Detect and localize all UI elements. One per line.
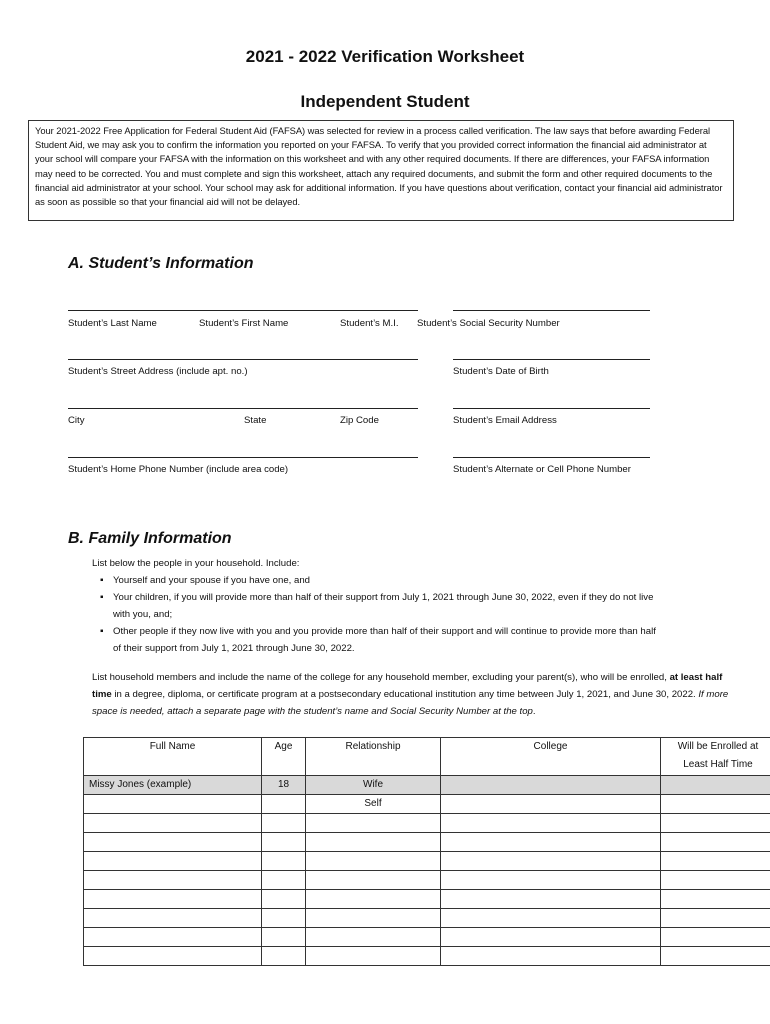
table-row: [84, 890, 770, 909]
dob-label: Student’s Date of Birth: [453, 366, 549, 377]
table-row: [84, 852, 770, 871]
college-cell[interactable]: [441, 814, 661, 833]
name-line[interactable]: [68, 310, 418, 311]
relationship-cell[interactable]: [306, 909, 441, 928]
full-name-cell: Missy Jones (example): [84, 776, 262, 795]
full-name-cell[interactable]: [84, 871, 262, 890]
city-state-zip-line[interactable]: [68, 408, 418, 409]
worksheet-title: 2021 - 2022 Verification Worksheet: [245, 47, 525, 66]
household-bullet-list: [100, 572, 660, 657]
college-cell[interactable]: [441, 795, 661, 814]
bullet-item: ▪ Yourself and your spouse if you have one, and: [100, 572, 660, 589]
household-table: [83, 737, 770, 966]
section-a-heading: A. Student’s Information: [68, 255, 254, 272]
relationship-cell: Wife: [306, 776, 441, 795]
age-cell[interactable]: [262, 928, 306, 947]
relationship-cell[interactable]: [306, 871, 441, 890]
half-time-cell[interactable]: [661, 852, 770, 871]
alt-phone-label: Student’s Alternate or Cell Phone Number: [453, 464, 631, 475]
half-time-cell[interactable]: [661, 947, 770, 966]
intro-box: Your 2021-2022 Free Application for Federal Student Aid (FAFSA) was selected for review in a process called verification. The law says that before awarding Federal Student Aid, we may ask you to confirm the information you reported on your FAFSA. To verify that you provided correct information the financial aid administrator at your school will compare your FAFSA with the information on this worksheet and with any other required documents. If there are differences, your FAFSA information may need to be corrected. You and must complete and sign this worksheet, attach any required documents, and submit the form and other required documents to the financial aid administrator at your school. Your school may ask for additional information. If you have questions about verification, contact your financial aid administrator as soon as possible so that your financial aid will not be delayed.: [28, 120, 734, 221]
col-full-name: Full Name: [84, 738, 262, 776]
ssn-label: Student’s Social Security Number: [417, 318, 560, 329]
mi-label: Student’s M.I.: [340, 318, 399, 329]
example-row: [84, 776, 770, 795]
age-cell[interactable]: [262, 890, 306, 909]
col-relationship: Relationship: [306, 738, 441, 776]
college-cell[interactable]: [441, 928, 661, 947]
street-label: Student’s Street Address (include apt. no.): [68, 366, 248, 377]
col-college: College: [441, 738, 661, 776]
household-instructions: [92, 669, 734, 720]
college-cell[interactable]: [441, 890, 661, 909]
age-cell[interactable]: [262, 852, 306, 871]
full-name-cell[interactable]: [84, 795, 262, 814]
half-time-cell[interactable]: [661, 909, 770, 928]
table-row: [84, 833, 770, 852]
state-label: State: [244, 415, 267, 426]
city-label: City: [68, 415, 85, 426]
college-cell[interactable]: [441, 947, 661, 966]
bullet-item: ▪ Your children, if you will provide more than half of their support from July 1, 2021 through June 30, 2022, even if they do not live with you, and;: [100, 589, 660, 623]
email-line[interactable]: [453, 408, 650, 409]
full-name-cell[interactable]: [84, 890, 262, 909]
age-cell[interactable]: [262, 947, 306, 966]
col-half-time: Will be Enrolled at Least Half Time: [661, 738, 770, 776]
instructions-text: in a degree, diploma, or certificate program at a postsecondary educational institution any time between July 1, 2021, and June 30, 2022.: [111, 689, 699, 700]
college-cell[interactable]: [441, 852, 661, 871]
relationship-cell[interactable]: Self: [306, 795, 441, 814]
relationship-cell[interactable]: [306, 814, 441, 833]
full-name-cell[interactable]: [84, 814, 262, 833]
first-name-label: Student’s First Name: [199, 318, 289, 329]
bullet-item: ▪ Other people if they now live with you and you provide more than half of their support and will continue to provide more than half of their support from July 1, 2021 through June 30, 2022.: [100, 623, 660, 657]
table-row: [84, 795, 770, 814]
full-name-cell[interactable]: [84, 833, 262, 852]
age-cell[interactable]: [262, 814, 306, 833]
table-row: [84, 909, 770, 928]
college-cell[interactable]: [441, 909, 661, 928]
ssn-line[interactable]: [453, 310, 650, 311]
half-time-cell[interactable]: [661, 928, 770, 947]
half-time-cell[interactable]: [661, 814, 770, 833]
extra-space-note: If more space is needed, attach a separate page with the student’s name and Social Security Number at the top: [92, 689, 729, 717]
relationship-cell[interactable]: [306, 947, 441, 966]
col-age: Age: [262, 738, 306, 776]
age-cell[interactable]: [262, 909, 306, 928]
instructions-text: List household members and include the name of the college for any household member, excluding your parent(s), who will be enrolled,: [92, 672, 670, 683]
table-header-row: [84, 738, 770, 776]
table-row: [84, 871, 770, 890]
table-row: [84, 928, 770, 947]
relationship-cell[interactable]: [306, 852, 441, 871]
relationship-cell[interactable]: [306, 890, 441, 909]
college-cell: [441, 776, 661, 795]
table-row: [84, 814, 770, 833]
age-cell[interactable]: [262, 833, 306, 852]
age-cell[interactable]: [262, 871, 306, 890]
half-time-cell[interactable]: [661, 890, 770, 909]
section-b-heading: B. Family Information: [68, 530, 232, 547]
email-label: Student’s Email Address: [453, 415, 557, 426]
age-cell[interactable]: [262, 795, 306, 814]
college-cell[interactable]: [441, 833, 661, 852]
home-phone-label: Student’s Home Phone Number (include area code): [68, 464, 289, 475]
college-cell[interactable]: [441, 871, 661, 890]
street-line[interactable]: [68, 359, 418, 360]
half-time-cell[interactable]: [661, 833, 770, 852]
relationship-cell[interactable]: [306, 833, 441, 852]
half-time-emphasis: at least half time: [92, 672, 723, 700]
worksheet-subtitle: Independent Student: [300, 92, 470, 111]
full-name-cell[interactable]: [84, 928, 262, 947]
age-cell: 18: [262, 776, 306, 795]
full-name-cell[interactable]: [84, 909, 262, 928]
table-row: [84, 947, 770, 966]
alt-phone-line[interactable]: [453, 457, 650, 458]
zip-label: Zip Code: [340, 415, 379, 426]
full-name-cell[interactable]: [84, 947, 262, 966]
full-name-cell[interactable]: [84, 852, 262, 871]
family-intro: List below the people in your household. Include:: [92, 558, 300, 569]
home-phone-line[interactable]: [68, 457, 418, 458]
dob-line[interactable]: [453, 359, 650, 360]
half-time-cell[interactable]: [661, 871, 770, 890]
half-time-cell: [661, 776, 770, 795]
instructions-text: .: [532, 706, 536, 717]
half-time-cell[interactable]: [661, 795, 770, 814]
relationship-cell[interactable]: [306, 928, 441, 947]
last-name-label: Student’s Last Name: [68, 318, 157, 329]
